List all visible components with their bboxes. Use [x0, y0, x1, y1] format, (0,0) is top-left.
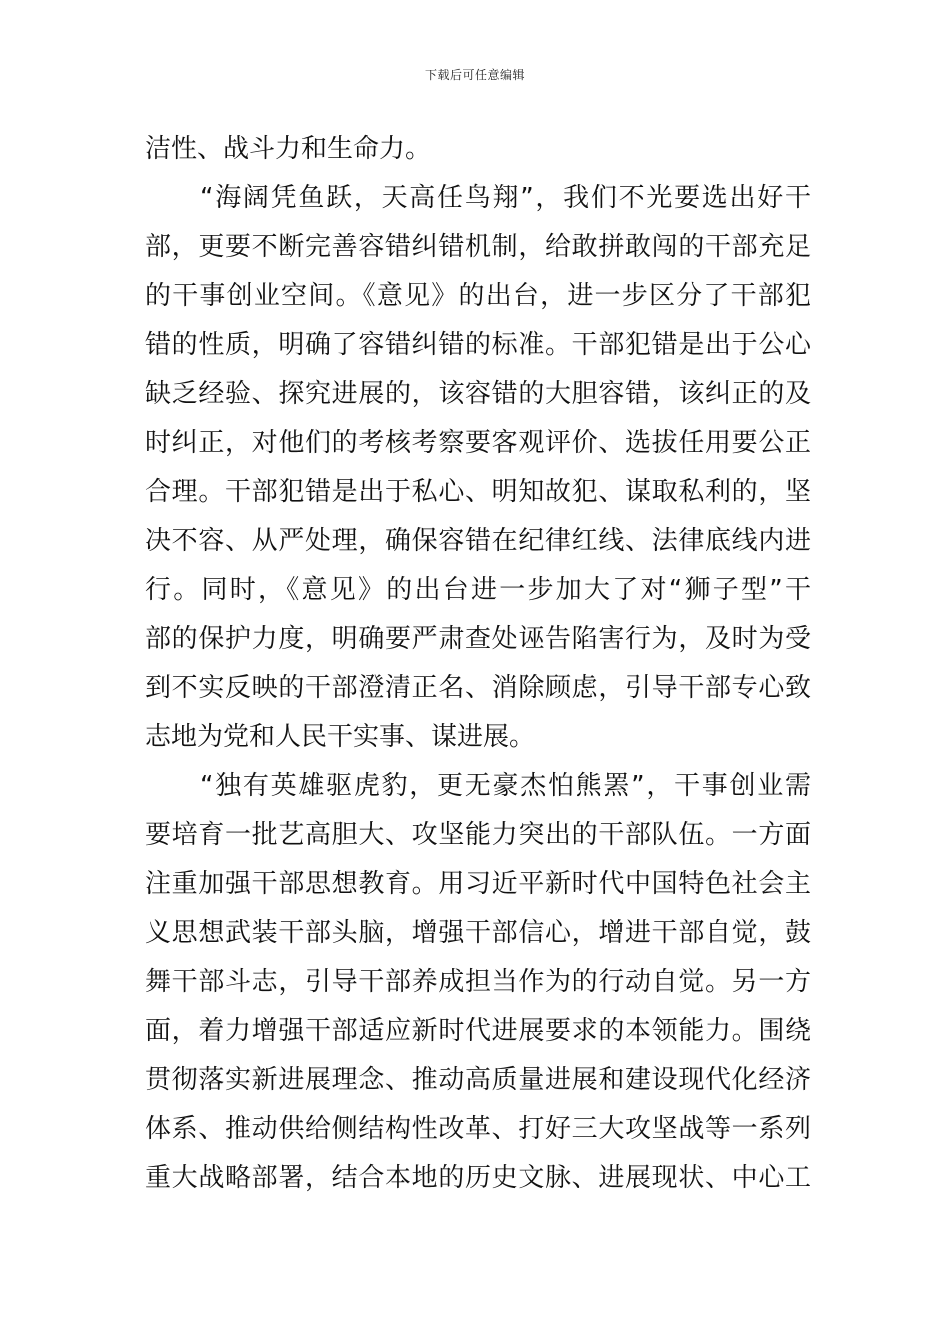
text-line: 合理。干部犯错是出于私心、明知故犯、谋取私利的，坚 — [145, 477, 811, 507]
text-line: 行。同时，《意见》的出台进一步加大了对“狮子型”干 — [145, 575, 811, 605]
text-line: 体系、推动供给侧结构性改革、打好三大攻坚战等一系列 — [145, 1114, 811, 1144]
text-line: 洁性、战斗力和生命力。 — [145, 134, 432, 164]
text-line: 贯彻落实新进展理念、推动高质量进展和建设现代化经济 — [145, 1065, 811, 1095]
text-line: 缺乏经验、探究进展的，该容错的大胆容错，该纠正的及 — [145, 379, 811, 409]
paragraph-first-line: “海阔凭鱼跃，天高任鸟翔”，我们不光要选出好干 — [200, 183, 811, 213]
text-line: 要培育一批艺高胆大、攻坚能力突出的干部队伍。一方面 — [145, 820, 811, 850]
text-line: 的干事创业空间。《意见》的出台，进一步区分了干部犯 — [145, 281, 811, 311]
text-line: 时纠正，对他们的考核考察要客观评价、选拔任用要公正 — [145, 428, 811, 458]
text-line: 注重加强干部思想教育。用习近平新时代中国特色社会主 — [145, 869, 811, 899]
text-line: 重大战略部署，结合本地的历史文脉、进展现状、中心工 — [145, 1163, 811, 1193]
text-line: 到不实反映的干部澄清正名、消除顾虑，引导干部专心致 — [145, 673, 811, 703]
text-line: 部的保护力度，明确要严肃查处诬告陷害行为，及时为受 — [145, 624, 811, 654]
text-line: 决不容、从严处理，确保容错在纪律红线、法律底线内进 — [145, 526, 811, 556]
paragraph-first-line: “独有英雄驱虎豹，更无豪杰怕熊罴”，干事创业需 — [200, 771, 811, 801]
text-line: 舞干部斗志，引导干部养成担当作为的行动自觉。另一方 — [145, 967, 811, 997]
text-line: 志地为党和人民干实事、谋进展。 — [145, 722, 536, 752]
text-line: 错的性质，明确了容错纠错的标准。干部犯错是出于公心 — [145, 330, 811, 360]
text-line: 面，着力增强干部适应新时代进展要求的本领能力。围绕 — [145, 1016, 811, 1046]
text-line: 义思想武装干部头脑，增强干部信心，增进干部自觉，鼓 — [145, 918, 811, 948]
text-line: 部，更要不断完善容错纠错机制，给敢拼敢闯的干部充足 — [145, 232, 811, 262]
page-header-note: 下载后可任意编辑 — [424, 68, 525, 82]
